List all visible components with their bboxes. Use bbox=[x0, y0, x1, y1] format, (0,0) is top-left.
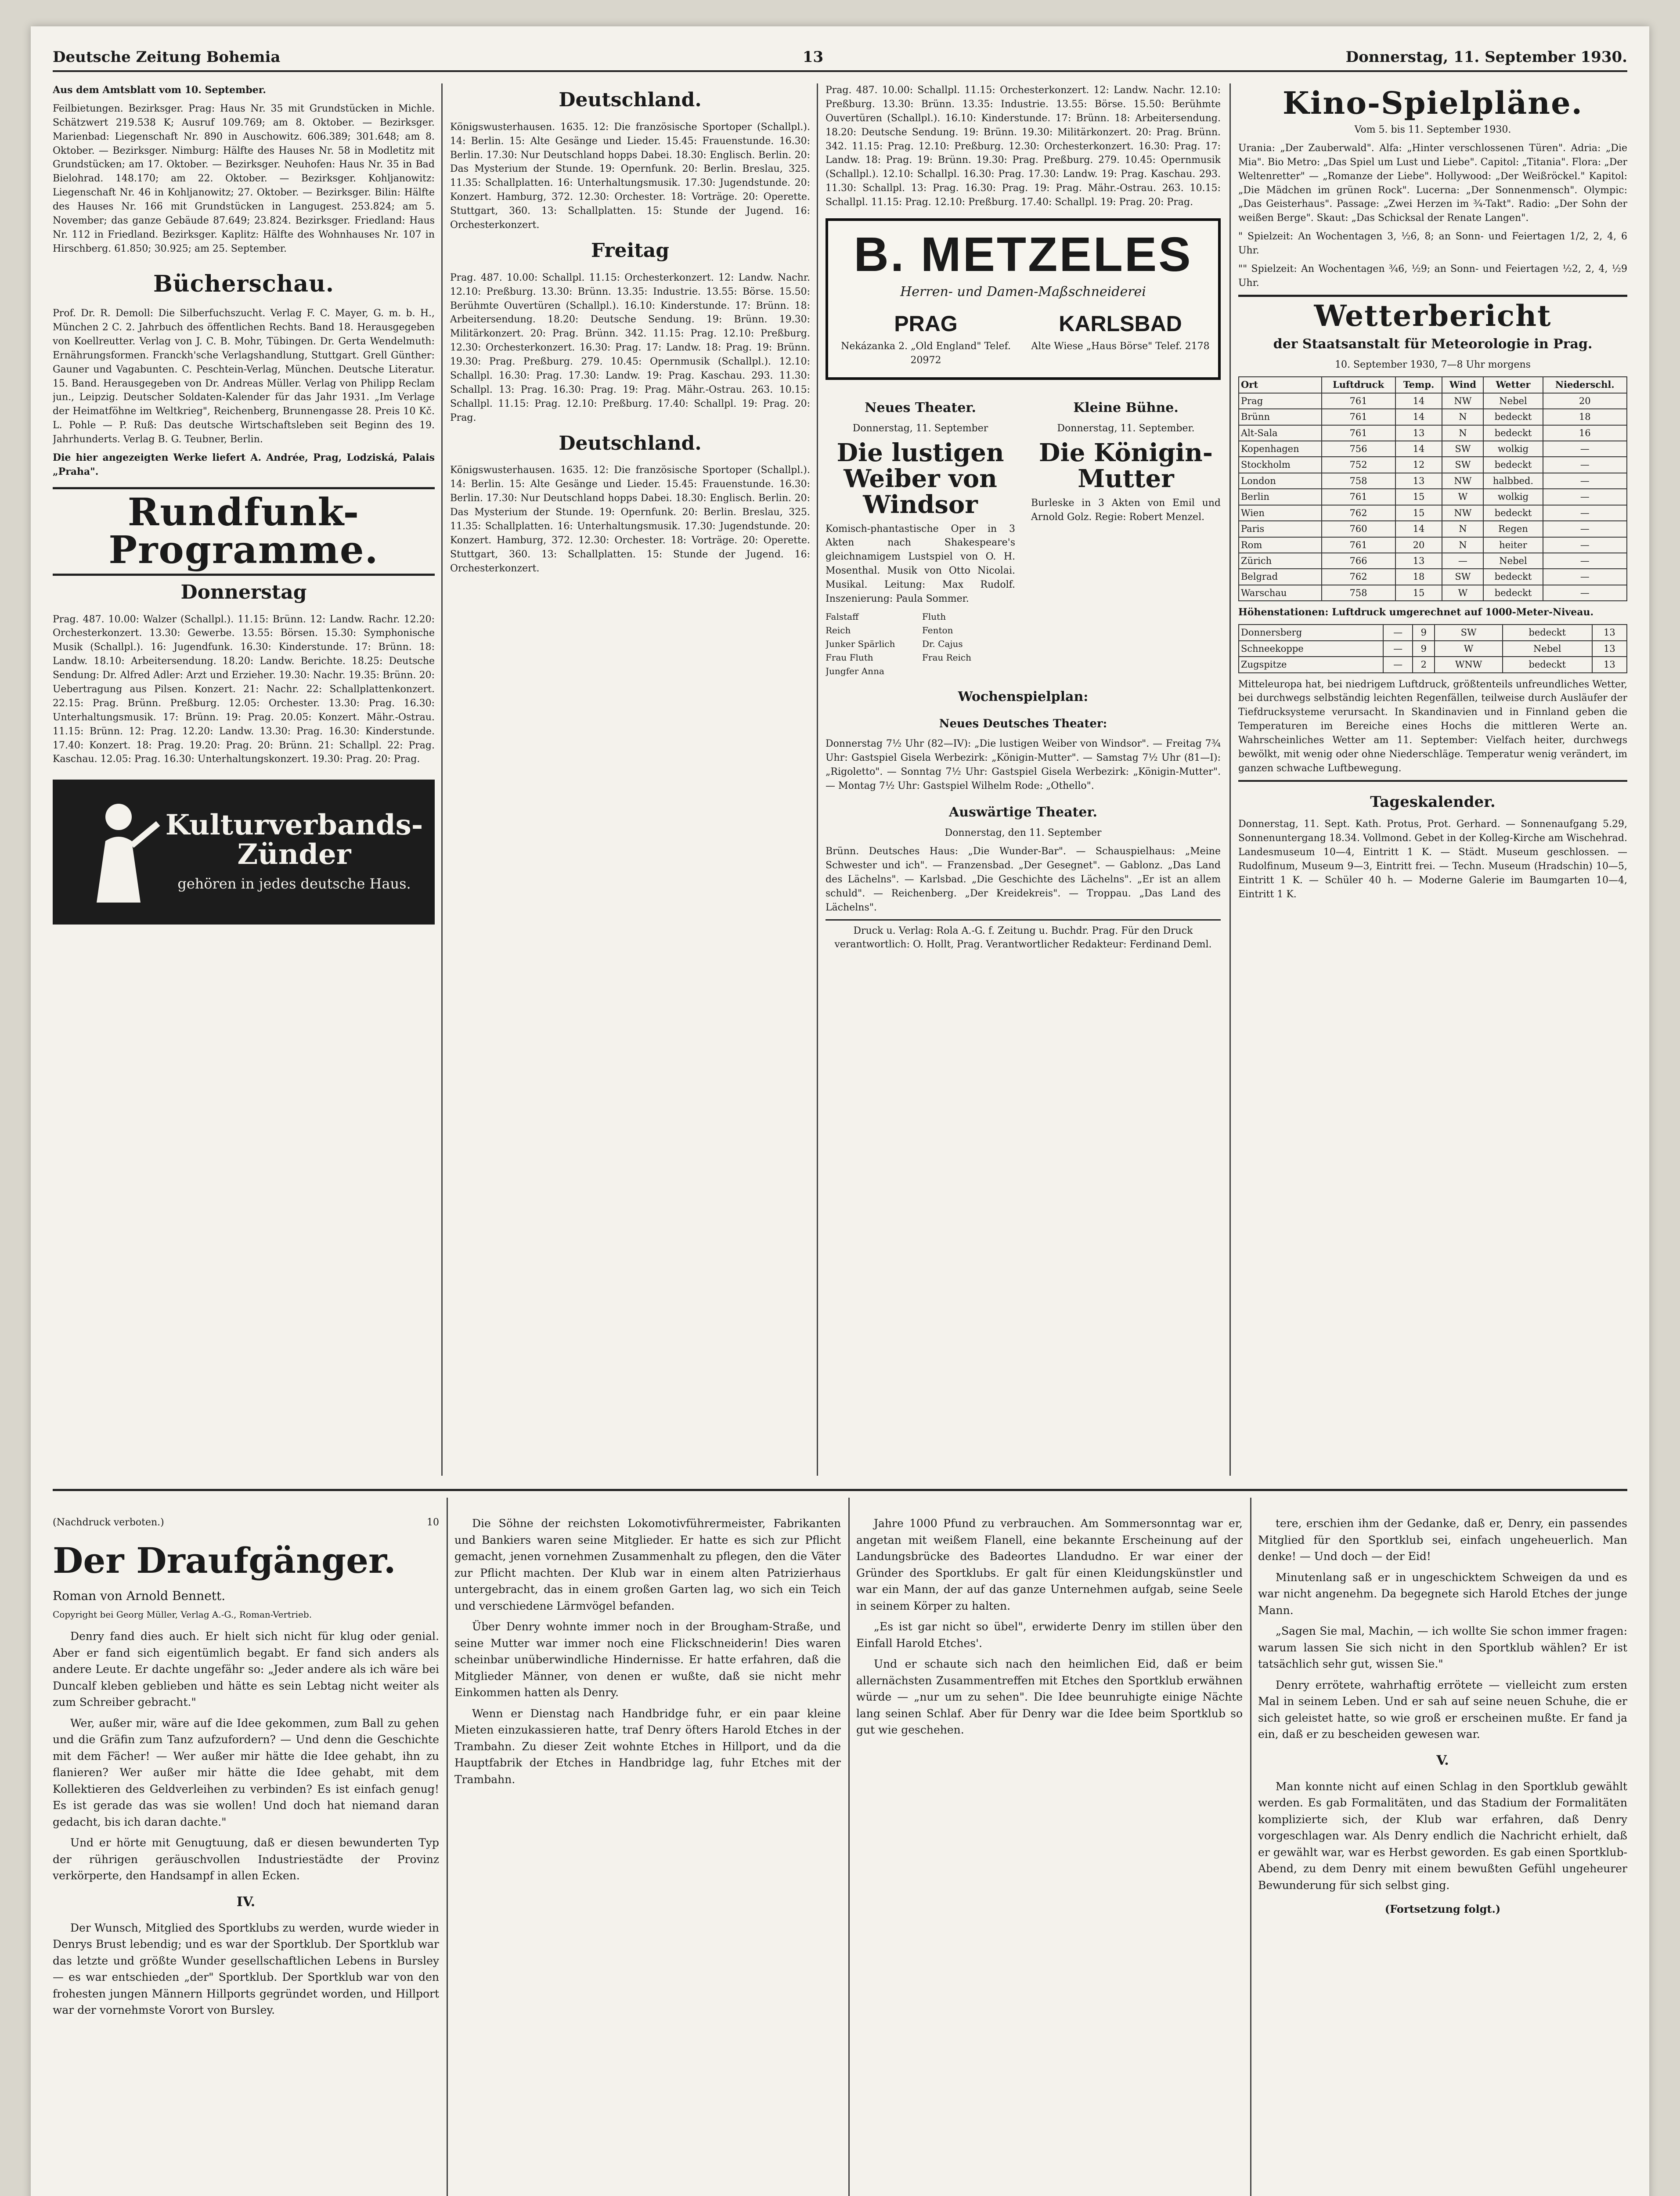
metzeles-prag bbox=[836, 308, 1016, 368]
kultur-ad-line1: Kulturverbands-Zünder bbox=[165, 808, 423, 871]
metzeles-subtitle: Herren- und Damen-Maßschneiderei bbox=[900, 284, 1146, 300]
weather-cell: Nebel bbox=[1503, 641, 1592, 657]
weather-title: Wetterbericht bbox=[1314, 298, 1552, 333]
weather-cell: Nebel bbox=[1483, 553, 1543, 569]
weather-cell: N bbox=[1442, 425, 1483, 441]
weather-cell: — bbox=[1383, 625, 1413, 640]
weather-cell: 758 bbox=[1322, 585, 1395, 601]
weather-cell: bedeckt bbox=[1483, 585, 1543, 601]
weather-cell: 766 bbox=[1322, 553, 1395, 569]
weather-cell: 15 bbox=[1395, 505, 1442, 521]
serial-installment-number: 10 bbox=[427, 1517, 439, 1528]
weather-cell: WNW bbox=[1435, 657, 1502, 672]
col-header: Wind bbox=[1442, 377, 1483, 393]
serial-paragraph: tere, erschien ihm der Gedanke, daß er, Denry, ein passendes Mitglied für den Sportklub sei, einfach ungeheuerlich. Man denke! — Und doch — der Eid! bbox=[1258, 1517, 1627, 1563]
weather-cell: Nebel bbox=[1483, 393, 1543, 409]
weather-cell: — bbox=[1543, 585, 1627, 601]
kino-body: Urania: „Der Zauberwald". Alfa: „Hinter verschlossenen Türen". Adria: „Die Mia". Bio Metro: „Das Spiel um Lust und Liebe". Capitol: „Titania". Flora: „Der Weltenretter" — „Romanze der Liebe". Hollywood: „Der Weißröckel." Kapitol: „Die Mädchen im grünen Rock". Lucerna: „Der Sonnenmensch". Olympic: „Das Geisterhaus". Passage: „Zwei Herzen im ¾-Takt". Radio: „Der Sohn der weißen Berge". Skaut: „Das Schicksal der Renate Langen". bbox=[1238, 142, 1627, 224]
cast-item: Reich bbox=[826, 625, 851, 636]
kultur-ad-line2: gehören in jedes deutsche Haus. bbox=[177, 875, 411, 892]
metzeles-karlsbad bbox=[1031, 308, 1210, 368]
weather-cell: — bbox=[1543, 457, 1627, 473]
rundfunk-donnerstag-heading: Donnerstag bbox=[180, 581, 307, 603]
weather-cell: bedeckt bbox=[1483, 505, 1543, 521]
weather-cell: SW bbox=[1442, 569, 1483, 585]
weather-cell: W bbox=[1435, 641, 1502, 657]
metzeles-ad bbox=[826, 218, 1221, 380]
cast-item: Frau Reich bbox=[922, 652, 971, 663]
weather-cell: — bbox=[1543, 569, 1627, 585]
kleine-buehne-description: Burleske in 3 Akten von Emil und Arnold Golz. Regie: Robert Menzel. bbox=[1031, 497, 1221, 523]
serial-paragraph: Man konnte nicht auf einen Schlag in den Sportklub gewählt werden. Es gab Formalitäten, und das Stadium der Formalitäten komplizierte sich, der Klub war erfahren, daß Denry vorgeschlagen war. Als Denry endlich die Nachricht erhielt, daß er gewählt war, war es Herbst geworden. Es gab einen Sportklub-Abend, zu dem Denry mit einem bewußten Gefühl ungeheurer Bewunderung für sich selbst ging. bbox=[1258, 1780, 1627, 1892]
amtsblatt-heading: Aus dem Amtsblatt vom 10. September. bbox=[53, 84, 266, 96]
neues-theater-play-title: Die lustigen Weiber von Windsor bbox=[836, 438, 1004, 519]
serial-copyright: Copyright bei Georg Müller, Verlag A.-G., Roman-Vertrieb. bbox=[53, 1609, 312, 1620]
weather-cell: Belgrad bbox=[1239, 569, 1322, 585]
weather-cell: 16 bbox=[1543, 425, 1627, 441]
auswaertige-theater-date: Donnerstag, den 11. September bbox=[945, 827, 1102, 839]
weather-cell: 13 bbox=[1395, 553, 1442, 569]
weather-cell: W bbox=[1442, 489, 1483, 505]
weather-cell: 14 bbox=[1395, 441, 1442, 457]
weather-cell: Stockholm bbox=[1239, 457, 1322, 473]
newspaper-page bbox=[53, 44, 1627, 2196]
weather-cell: — bbox=[1442, 553, 1483, 569]
weather-cell: Alt-Sala bbox=[1239, 425, 1322, 441]
rundfunk-freitag-heading: Freitag bbox=[591, 239, 669, 262]
serial-paragraph: Wer, außer mir, wäre auf die Idee gekommen, zum Ball zu gehen und die Gräfin zum Tanz aufzufordern? — Und denn die Geschichte mit dem Fächer! — Wer außer mir hätte die Idee gehabt, ihn zu flanieren? Wer außer mir hätte die Idee gehabt, mit dem Kollektieren des Geldverleihen zu verbinden? Es ist einfach genug! Es ist gerade das was sie wollen! Und doch hat niemand daran gedacht, bis ich daran dachte." bbox=[53, 1716, 439, 1828]
cast-item: Jungfer Anna bbox=[826, 665, 884, 676]
serial-reprint-note: (Nachdruck verboten.) bbox=[53, 1517, 164, 1528]
rundfunk-freitag-continued: Prag. 487. 10.00: Schallpl. 11.15: Orchesterkonzert. 12: Landw. Nachr. 12.10: Preßburg. 13.30: Brünn. 13.35: Industrie. 13.55: Börse. 15.50: Berühmte Ouvertüren (Schallpl.). 16.10: Kinderstunde. 17: Brünn. 18: Arbeitersendung. 18.20: Deutsche Sendung. 19: Brünn. 19.30: Militärkonzert. 20: Prag. Brünn. 342. 11.15: Prag. 12.10: Preßburg. 12.30: Orchesterkonzert. 16.30: Prag. 17: Landw. 18: Prag. 19: Brünn. 19.30: Prag. Preßburg. 279. 10.45: Opernmusik (Schallpl.). 12.10: Schallpl. 16.30: Prag. 17.30: Landw. 19: Prag. Kaschau. 293. 11.30: Schallpl. 13: Prag. 16.30: Prag. 19: Prag. Mähr.-Ostrau. 263. 10.15: Schallpl. 11.15: Prag. 12.10: Preßburg. 17.40: Schallpl. 19: Prag. 20: Prag. bbox=[826, 85, 1221, 208]
serial-chapter-heading: V. bbox=[1436, 1752, 1449, 1768]
serial-paragraph: „Es ist gar nicht so übel", erwiderte Denry im stillen über den Einfall Harold Etches'. bbox=[856, 1620, 1243, 1650]
column-divider bbox=[441, 83, 443, 1476]
weather-row bbox=[1239, 657, 1627, 672]
weather-row bbox=[1239, 393, 1627, 409]
weather-cell: 761 bbox=[1322, 425, 1395, 441]
neues-theater-heading: Neues Theater. bbox=[865, 400, 976, 415]
weather-cell: NW bbox=[1442, 505, 1483, 521]
weather-row bbox=[1239, 425, 1627, 441]
weather-row bbox=[1239, 505, 1627, 521]
weather-cell: — bbox=[1383, 657, 1413, 672]
weather-cell: SW bbox=[1442, 441, 1483, 457]
weather-cell: 15 bbox=[1395, 489, 1442, 505]
weather-cell: N bbox=[1442, 409, 1483, 425]
neues-theater bbox=[826, 389, 1015, 678]
weather-subtitle: der Staatsanstalt für Meteorologie in Prag. bbox=[1273, 336, 1593, 352]
weather-cell: SW bbox=[1442, 457, 1483, 473]
weather-cell: 14 bbox=[1395, 409, 1442, 425]
kulturverband-ad bbox=[53, 780, 435, 925]
weather-cell: Paris bbox=[1239, 521, 1322, 537]
wochenspielplan-heading: Wochenspielplan: bbox=[958, 689, 1089, 704]
weather-cell: 9 bbox=[1413, 641, 1435, 657]
kleine-buehne-heading: Kleine Bühne. bbox=[1073, 400, 1179, 415]
serial-continuation-note: (Fortsetzung folgt.) bbox=[1384, 1903, 1501, 1915]
weather-cell: Warschau bbox=[1239, 585, 1322, 601]
metzeles-city2-address: Alte Wiese „Haus Börse" Telef. 2178 bbox=[1031, 341, 1210, 352]
tageskalender-title: Tageskalender. bbox=[1370, 793, 1496, 811]
weather-cell: bedeckt bbox=[1483, 457, 1543, 473]
weather-row bbox=[1239, 625, 1627, 640]
cast-item: Fluth bbox=[922, 611, 946, 622]
weather-cell: bedeckt bbox=[1483, 425, 1543, 441]
kleine-buehne-play-title: Die Königin-Mutter bbox=[1038, 438, 1213, 493]
weather-forecast-text: Mitteleuropa hat, bei niedrigem Luftdruck, größtenteils unfreundliches Wetter, bei durchwegs selbständig leichten Regenfällen, teilweise durch Ausläufer der Tiefdrucksysteme verursacht. In Skandinavien und in Finnland geben die Temperaturen im Bereiche eines Hochs die mittleren Werte an. Wahrscheinliches Wetter am 11. September: Vielfach heiter, durchwegs bewölkt, mit wenig oder ohne Niederschläge. Temperatur wenig verändert, im ganzen schwache Luftbewegung. bbox=[1238, 679, 1627, 774]
tageskalender-body: Donnerstag, 11. Sept. Kath. Protus, Prot. Gerhard. — Sonnenaufgang 5.29, Sonnenuntergang 18.34. Vollmond. Gebet in der Kolleg-Kirche am Wischehrad. Landesmuseum 10—4, Eintritt 1 K. — Städt. Museum geschlossen. — Rudolfinum, Museum 9—3, Eintritt frei. — Techn. Museum (Hradschin) 10—5, Eintritt 1 K. — Schüler 40 h. — Moderne Galerie im Baumgarten 10—4, Eintritt 1 K. bbox=[1238, 819, 1627, 900]
weather-cell: Schneekoppe bbox=[1239, 641, 1383, 657]
weather-row bbox=[1239, 409, 1627, 425]
weather-cell: Zugspitze bbox=[1239, 657, 1383, 672]
weather-cell: 13 bbox=[1395, 473, 1442, 489]
weather-cell: W bbox=[1442, 585, 1483, 601]
weather-cell: — bbox=[1543, 441, 1627, 457]
serial-paragraph: Jahre 1000 Pfund zu verbrauchen. Am Sommersonntag war er, angetan mit weißem Flanell, eine bekannte Erscheinung auf der Landungsbrücke des Badeortes Llandudno. Er war einer der Gründer des Sportklubs. Er galt für einen Kleidungskünstler und war ein Mann, der auf das ganze Unternehmen aufgab, seine Seele in seinem Körper zu halten. bbox=[856, 1517, 1243, 1612]
figure-illustration-icon bbox=[70, 797, 167, 907]
column-divider bbox=[1229, 83, 1231, 1476]
wochenspielplan-subheading: Neues Deutsches Theater: bbox=[939, 717, 1107, 731]
column-3 bbox=[826, 83, 1221, 1480]
weather-row bbox=[1239, 641, 1627, 657]
col-header: Temp. bbox=[1395, 377, 1442, 393]
weather-cell: halbbed. bbox=[1483, 473, 1543, 489]
weather-cell: 761 bbox=[1322, 537, 1395, 553]
weather-cell: 761 bbox=[1322, 489, 1395, 505]
buecherschau-note: Die hier angezeigten Werke liefert A. Andrée, Prag, Lodziská, Palais „Praha". bbox=[53, 451, 435, 477]
serial-paragraph: Wenn er Dienstag nach Handbridge fuhr, er ein paar kleine Mieten einzukassieren hatte, traf Denry öfters Harold Etches in der Trambahn. Zu dieser Zeit wohnte Etches in Hillport, und da die Hauptfabrik der Etches in Handbridge lag, fuhr Etches mit der Trambahn. bbox=[454, 1707, 841, 1786]
masthead bbox=[53, 44, 1627, 72]
weather-cell: N bbox=[1442, 537, 1483, 553]
metzeles-city2: KARLSBAD bbox=[1059, 311, 1182, 336]
weather-cell: — bbox=[1543, 537, 1627, 553]
rundfunk-header bbox=[53, 487, 435, 576]
weather-cell: — bbox=[1543, 521, 1627, 537]
weather-row bbox=[1239, 441, 1627, 457]
weather-cell: 762 bbox=[1322, 505, 1395, 521]
weather-cell: Rom bbox=[1239, 537, 1322, 553]
serial-chapter-heading: IV. bbox=[236, 1894, 256, 1910]
weather-cell: 18 bbox=[1395, 569, 1442, 585]
masthead-page-number: 13 bbox=[802, 48, 824, 66]
weather-cell: 12 bbox=[1395, 457, 1442, 473]
weather-cell: 13 bbox=[1592, 625, 1627, 640]
weather-row bbox=[1239, 473, 1627, 489]
weather-cell: 14 bbox=[1395, 521, 1442, 537]
weather-cell: Wien bbox=[1239, 505, 1322, 521]
serial-paragraph: Und er schaute sich nach den heimlichen Eid, daß er beim allernächsten Zusammentreffen mit Etches den Sportklub erwähnen würde — „nur um zu sehen". Die Idee beunruhigte einige Nächte lang seinen Schlaf. Aber für Denry war die Idee beim Sportklub so gut wie geschehen. bbox=[856, 1658, 1243, 1736]
col-header: Luftdruck bbox=[1322, 377, 1395, 393]
serial-column-4 bbox=[1258, 1515, 1627, 2196]
kino-note-2: "" Spielzeit: An Wochentagen ¾6, ½9; an Sonn- und Feiertagen ½2, 2, 4, ½9 Uhr. bbox=[1238, 264, 1627, 289]
weather-cell: bedeckt bbox=[1503, 657, 1592, 672]
rundfunk-deutschland-body: Königswusterhausen. 1635. 12: Die französische Sportoper (Schallpl.). 14: Berlin. 15: Alte Gesänge und Lieder. 15.45: Frauenstunde. 16.30: Berlin. 17.30: Nur Deutschland hopps Dabei. 18.30: Englisch. Berlin. 20: Das Mysterium der Stunde. 19: Opernfunk. 20: Berlin. Breslau, 325. 11.35: Schallplatten. 16: Unterhaltungsmusik. 17.30: Jugendstunde. 20: Konzert. Hamburg, 372. 12.30: Orchester. 18: Vorträge. 20: Operette. Stuttgart, 360. 13: Schallplatten. 15: Stunde der Jugend. 16: Orchesterkonzert. bbox=[450, 121, 810, 231]
weather-cell: 761 bbox=[1322, 409, 1395, 425]
weather-row bbox=[1239, 457, 1627, 473]
serial-column-1 bbox=[53, 1515, 439, 2196]
auswaertige-theater-heading: Auswärtige Theater. bbox=[949, 804, 1097, 820]
hoehen-table-body bbox=[1239, 625, 1627, 672]
amtsblatt-body: Feilbietungen. Bezirksger. Prag: Haus Nr. 35 mit Grundstücken in Michle. Schätzwert 219.538 K; Ausruf 109.769; am 8. Oktober. — Bezirksger. Marienbad: Liegenschaft Nr. 890 in Auschowitz. 606.389; 301.648; am 8. Oktober. — Bezirksger. Nimburg: Hälfte des Hauses Nr. 58 in Modletitz mit Grundstücken; am 17. Oktober. — Bezirksger. Neuhofen: Haus Nr. 35 in Bad Bielohrad. 148.170; am 22. Oktober. — Bezirksger. Kohljanowitz: Liegenschaft Nr. 46 in Kohljanowitz; 27. Oktober. — Bezirksger. Bilin: Hälfte des Hauses Nr. 166 mit Grundstücken in Langugest. 253.824; am 5. November; das ganze Gebäude 87.649; 23.824. Bezirksger. Friedland: Haus Nr. 112 in Friedland. Bezirksger. Kaplitz: Hälfte des Wohnhauses Nr. 107 in Hirschberg. 61.850; 30.925; am 25. September. bbox=[53, 103, 435, 254]
serial-byline: Roman von Arnold Bennett. bbox=[53, 1589, 226, 1603]
serial-paragraph: Denry errötete, wahrhaftig errötete — vielleicht zum ersten Mal in seinem Leben. Und er sah auf seine neuen Schuhe, die er sich geleistet hatte, so wie groß er erscheinen mußte. Er fand ja ein, daß er zu bescheiden gewesen war. bbox=[1258, 1678, 1627, 1741]
neues-theater-description: Komisch-phantastische Oper in 3 Akten nach Shakespeare's gleichnamigem Lustspiel von O. H. Mosenthal. Musik von Otto Nicolai. Musikal. Leitung: Max Rudolf. Inszenierung: Paula Sommer. bbox=[826, 523, 1015, 605]
serial-paragraph: Über Denry wohnte immer noch in der Brougham-Straße, und seine Mutter war immer noch eine Flickschneiderin! Dies waren scheinbar unüberwindliche Hindernisse. Er hatte erfahren, daß die Mitglieder Männer, von denen er wußte, daß sie nicht mehr Einkommen hatten als Denry. bbox=[454, 1620, 841, 1699]
weather-cell: — bbox=[1543, 553, 1627, 569]
weather-cell: 13 bbox=[1395, 425, 1442, 441]
weather-cell: Kopenhagen bbox=[1239, 441, 1322, 457]
column-divider bbox=[848, 1498, 850, 2196]
weather-cell: bedeckt bbox=[1483, 409, 1543, 425]
newspaper-sheet bbox=[31, 26, 1649, 2196]
column-divider bbox=[817, 83, 818, 1476]
rundfunk-deutschland-body-2: Königswusterhausen. 1635. 12: Die französische Sportoper (Schallpl.). 14: Berlin. 15: Alte Gesänge und Lieder. 15.45: Frauenstunde. 16.30: Berlin. 17.30: Nur Deutschland hopps Dabei. 18.30: Englisch. Berlin. 20: Das Mysterium der Stunde. 19: Opernfunk. 20: Berlin. Breslau, 325. 11.35: Schallplatten. 16: Unterhaltungsmusik. 17.30: Jugendstunde. 20: Konzert. Hamburg, 372. 12.30: Orchester. 18: Vorträge. 20: Operette. Stuttgart, 360. 13: Schallplatten. 15: Stunde der Jugend. 16: Orchesterkonzert. bbox=[450, 465, 810, 574]
cast-item: Fenton bbox=[922, 625, 953, 636]
weather-cell: NW bbox=[1442, 473, 1483, 489]
weather-table bbox=[1238, 376, 1627, 601]
weather-cell: — bbox=[1543, 505, 1627, 521]
weather-cell: — bbox=[1543, 473, 1627, 489]
cast-list bbox=[826, 610, 1015, 678]
serial-paragraph: Die Söhne der reichsten Lokomotivführermeister, Fabrikanten und Bankiers waren seine Mitglieder. Er hatte es sich zur Pflicht gemacht, jenen vornehmen Zusammenhalt zu pflegen, den die Väter zur Pflicht machten. Der Klub war in einem alten Patrizierhaus untergebracht, das in einem großen Garten lag, wo sich ein Teich und verschiedene Lärmvögel befanden. bbox=[454, 1517, 841, 1612]
cast-item: Junker Spärlich bbox=[826, 638, 895, 649]
weather-cell: 761 bbox=[1322, 393, 1395, 409]
weather-cell: Donnersberg bbox=[1239, 625, 1383, 640]
serial-paragraph: Der Wunsch, Mitglied des Sportklubs zu werden, wurde wieder in Denrys Brust lebendig; und es war der Sportklub. Der Sportklub war das letzte und größte Wunder gesellschaftlichen Lebens in Bursley — es war entschieden „der" Sportklub. Der Sportklub war von den frohesten jungen Männern Hillports gegründet worden, und Hillport war der vornehmste Vorort von Bursley. bbox=[53, 1921, 439, 2016]
weather-cell: wolkig bbox=[1483, 441, 1543, 457]
weather-table-header bbox=[1239, 377, 1627, 393]
serial-paragraph: „Sagen Sie mal, Machin, — ich wollte Sie schon immer fragen: warum lassen Sie sich nicht in den Sportklub wählen? Er ist tatsächlich sehr gut, wissen Sie." bbox=[1258, 1625, 1627, 1670]
metzeles-city1-address: Nekázanka 2. „Old England" Telef. 20972 bbox=[841, 341, 1011, 366]
weather-cell: bedeckt bbox=[1503, 625, 1592, 640]
kino-title: Kino-Spielpläne. bbox=[1283, 85, 1583, 121]
masthead-date: Donnerstag, 11. September 1930. bbox=[1345, 48, 1627, 66]
weather-cell: bedeckt bbox=[1483, 569, 1543, 585]
cast-item: Dr. Cajus bbox=[922, 638, 963, 649]
rundfunk-freitag-body: Prag. 487. 10.00: Schallpl. 11.15: Orchesterkonzert. 12: Landw. Nachr. 12.10: Preßburg. 13.30: Brünn. 13.35: Industrie. 13.55: Börse. 15.50: Berühmte Ouvertüren (Schallpl.). 16.10: Kinderstunde. 17: Brünn. 18: Arbeitersendung. 18.20: Deutsche Sendung. 19: Brünn. 19.30: Militärkonzert. 20: Prag. Brünn. 342. 11.15: Prag. 12.10: Preßburg. 12.30: Orchesterkonzert. 16.30: Prag. 17: Landw. 18: Prag. 19: Brünn. 19.30: Prag. Preßburg. 279. 10.45: Opernmusik (Schallpl.). 12.10: Schallpl. 16.30: Prag. 17.30: Landw. 19: Prag. Kaschau. 293. 11.30: Schallpl. 13: Prag. 16.30: Prag. 19: Prag. Mähr.-Ostrau. 263. 10.15: Schallpl. 11.15: Prag. 12.10: Preßburg. 17.40: Schallpl. 19: Prag. 20: Prag. bbox=[450, 272, 810, 423]
weather-cell: — bbox=[1543, 489, 1627, 505]
metzeles-name: B. METZELES bbox=[854, 228, 1193, 282]
rundfunk-donnerstag-body: Prag. 487. 10.00: Walzer (Schallpl.). 11.15: Brünn. 12: Landw. Rachr. 12.20: Orchesterkonzert. 13.30: Gewerbe. 13.55: Börsen. 15.30: Symphonische Musik (Schallpl.). 16: Jugendfunk. 16.30: Kinderstunde. 17: Brünn. 18: Landw. 18.10: Arbeitersendung. 18.20: Landw. Berichte. 18.25: Deutsche Sendung: Dr. Alfred Adler: Arzt und Erzieher. 19.30: Nachr. 19.35: Brünn. 20: Uebertragung aus Pilsen. Konzert. 21: Nachr. 22: Schallplattenkonzert. 22.15: Prag. Brünn. Preßburg. 12.05: Orchester. 13.30: Prag. 16.30: Unterhaltungsmusik. 17: Brünn. 19: Prag. 20.05: Konzert. Mähr.-Ostrau. 11.15: Brünn. 12: Prag. 12.20: Landw. 13.30: Prag. 16.30: Kinderstunde. 17.40: Konzert. 18: Prag. 19.20: Prag. 20: Brünn. 21: Schallpl. 22: Prag. Kaschau. 12.05: Prag. 16.30: Unterhaltungskonzert. 19.30: Prag. 20: Prag. bbox=[53, 614, 435, 765]
cast-item: Frau Fluth bbox=[826, 652, 873, 663]
weather-section bbox=[1238, 295, 1627, 776]
weather-row bbox=[1239, 537, 1627, 553]
tageskalender-section bbox=[1238, 780, 1627, 902]
hoehen-table bbox=[1238, 624, 1627, 673]
weather-cell: London bbox=[1239, 473, 1322, 489]
kino-subtitle: Vom 5. bis 11. September 1930. bbox=[1354, 124, 1511, 135]
weather-cell: 15 bbox=[1395, 585, 1442, 601]
weather-row bbox=[1239, 569, 1627, 585]
buecherschau-body: Prof. Dr. R. Demoll: Die Silberfuchszucht. Verlag F. C. Mayer, G. m. b. H., München 2 C. 2. Jahrbuch des öffentlichen Rechts. Band 18. Herausgegeben von Koellreutter. Verlag von J. C. B. Mohr, Tübingen. Dr. Gerta Wendelmuth: Ernährungsformen. Franckh'sche Verlagshandlung, Stuttgart. Grell Günther: Gauner und Vagabunten. C. Peschtein-Verlag, München. Deutsche Literatur. 15. Band. Herausgegeben von Dr. Andreas Müller. Verlag von Philipp Reclam jun., Leipzig. Deutscher Soldaten-Kalender für das Jahr 1931. „Im Verlage der Heimatföhne im Weltkrieg", Reichenberg, Brunnengasse 28. Preis 10 Kč. L. Pohle — P. Ruß: Das deutsche Wirtschaftsleben seit Beginn des 19. Jahrhunderts. Verlag B. G. Teubner, Berlin. bbox=[53, 308, 435, 445]
cast-item: Falstaff bbox=[826, 611, 859, 622]
weather-cell: 20 bbox=[1543, 393, 1627, 409]
weather-cell: — bbox=[1383, 641, 1413, 657]
rundfunk-deutschland-heading: Deutschland. bbox=[559, 89, 702, 111]
weather-cell: wolkig bbox=[1483, 489, 1543, 505]
serial-paragraph: Und er hörte mit Genugtuung, daß er diesen bewunderten Typ der rührigen geräuschvollen Industriestädte der Provinz verkörperte, den Handsampf in allen Ecken. bbox=[53, 1836, 439, 1882]
feuilleton-divider bbox=[53, 1489, 1627, 1491]
weather-row bbox=[1239, 585, 1627, 601]
serial-column-2 bbox=[454, 1515, 841, 2196]
col-header: Wetter bbox=[1483, 377, 1543, 393]
weather-cell: 20 bbox=[1395, 537, 1442, 553]
neues-theater-date: Donnerstag, 11. September bbox=[852, 423, 988, 434]
weather-cell: 13 bbox=[1592, 657, 1627, 672]
weather-cell: 752 bbox=[1322, 457, 1395, 473]
masthead-paper-name: Deutsche Zeitung Bohemia bbox=[53, 48, 281, 66]
column-4 bbox=[1238, 83, 1627, 1480]
weather-cell: 9 bbox=[1413, 625, 1435, 640]
weather-row bbox=[1239, 553, 1627, 569]
hoehen-heading: Höhenstationen: Luftdruck umgerechnet auf 1000-Meter-Niveau. bbox=[1238, 607, 1594, 618]
imprint: Druck u. Verlag: Rola A.-G. f. Zeitung u. Buchdr. Prag. Für den Druck verantwortlich: O. Hollt, Prag. Verantwortlicher Redakteur: Ferdinand Deml. bbox=[826, 919, 1221, 952]
rundfunk-title: Rundfunk-Programme. bbox=[108, 490, 379, 572]
weather-row bbox=[1239, 489, 1627, 505]
weather-cell: 762 bbox=[1322, 569, 1395, 585]
serial-title: Der Draufgänger. bbox=[53, 1540, 396, 1581]
weather-cell: SW bbox=[1435, 625, 1502, 640]
serial-paragraph: Minutenlang saß er in ungeschicktem Schweigen da und es war nicht angenehm. Da begegnete sich Harold Etches der junge Mann. bbox=[1258, 1571, 1627, 1617]
theatre-listings bbox=[826, 389, 1221, 678]
wochenspielplan-body: Donnerstag 7½ Uhr (82—IV): „Die lustigen Weiber von Windsor". — Freitag 7¾ Uhr: Gastspiel Gisela Werbezirk: „Königin-Mutter". — Samstag 7½ Uhr (81—I): „Rigoletto". — Sonntag 7½ Uhr: Gastspiel Gisela Werbezirk: „Königin-Mutter". — Montag 7½ Uhr: Gastspiel Wilhelm Rode: „Othello". bbox=[826, 738, 1221, 791]
column-2 bbox=[450, 83, 810, 1480]
weather-cell: 14 bbox=[1395, 393, 1442, 409]
weather-cell: heiter bbox=[1483, 537, 1543, 553]
weather-cell: Zürich bbox=[1239, 553, 1322, 569]
weather-cell: 2 bbox=[1413, 657, 1435, 672]
weather-cell: 18 bbox=[1543, 409, 1627, 425]
column-divider bbox=[447, 1498, 448, 2196]
serial-paragraph: Denry fand dies auch. Er hielt sich nicht für klug oder genial. Aber er fand sich eigentümlich begabt. Er fand sich anders als andere Leute. Er dachte ungefähr so: „Jeder andere als ich wäre bei Duncalf kleben geblieben und hätte es sein Lebtag nicht weiter als zum Schreiber gebracht." bbox=[53, 1630, 439, 1708]
auswaertige-theater-body: Brünn. Deutsches Haus: „Die Wunder-Bar". — Schauspielhaus: „Meine Schwester und ich". — Franzensbad. „Der Gesegnet". — Gablonz. „Das Land des Lächelns". — Karlsbad. „Die Geschichte des Lächelns". „Er ist an allem schuld". — Reichenberg. „Der Kreidekreis". — Troppau. „Das Land des Lächelns". bbox=[826, 846, 1221, 913]
weather-cell: Berlin bbox=[1239, 489, 1322, 505]
weather-row bbox=[1239, 521, 1627, 537]
weather-cell: 756 bbox=[1322, 441, 1395, 457]
weather-cell: Brünn bbox=[1239, 409, 1322, 425]
weather-cell: Prag bbox=[1239, 393, 1322, 409]
weather-cell: 758 bbox=[1322, 473, 1395, 489]
weather-cell: 760 bbox=[1322, 521, 1395, 537]
weather-cell: NW bbox=[1442, 393, 1483, 409]
buecherschau-title: Bücherschau. bbox=[153, 270, 335, 297]
weather-cell: 13 bbox=[1592, 641, 1627, 657]
weather-cell: Regen bbox=[1483, 521, 1543, 537]
weather-cell: N bbox=[1442, 521, 1483, 537]
weather-table-body bbox=[1239, 393, 1627, 601]
kino-note-1: " Spielzeit: An Wochentagen 3, ½6, 8; an Sonn- und Feiertagen 1/2, 2, 4, 6 Uhr. bbox=[1238, 231, 1627, 256]
kleine-buehne bbox=[1031, 389, 1221, 678]
column-divider bbox=[1250, 1498, 1251, 2196]
column-1 bbox=[53, 83, 435, 1480]
serial-column-3 bbox=[856, 1515, 1243, 2196]
col-header: Niederschl. bbox=[1543, 377, 1627, 393]
kleine-buehne-date: Donnerstag, 11. September. bbox=[1057, 423, 1195, 434]
rundfunk-deutschland-heading-2: Deutschland. bbox=[559, 432, 702, 455]
metzeles-city1: PRAG bbox=[894, 311, 958, 336]
col-header: Ort bbox=[1239, 377, 1322, 393]
weather-date: 10. September 1930, 7—8 Uhr morgens bbox=[1335, 359, 1531, 371]
